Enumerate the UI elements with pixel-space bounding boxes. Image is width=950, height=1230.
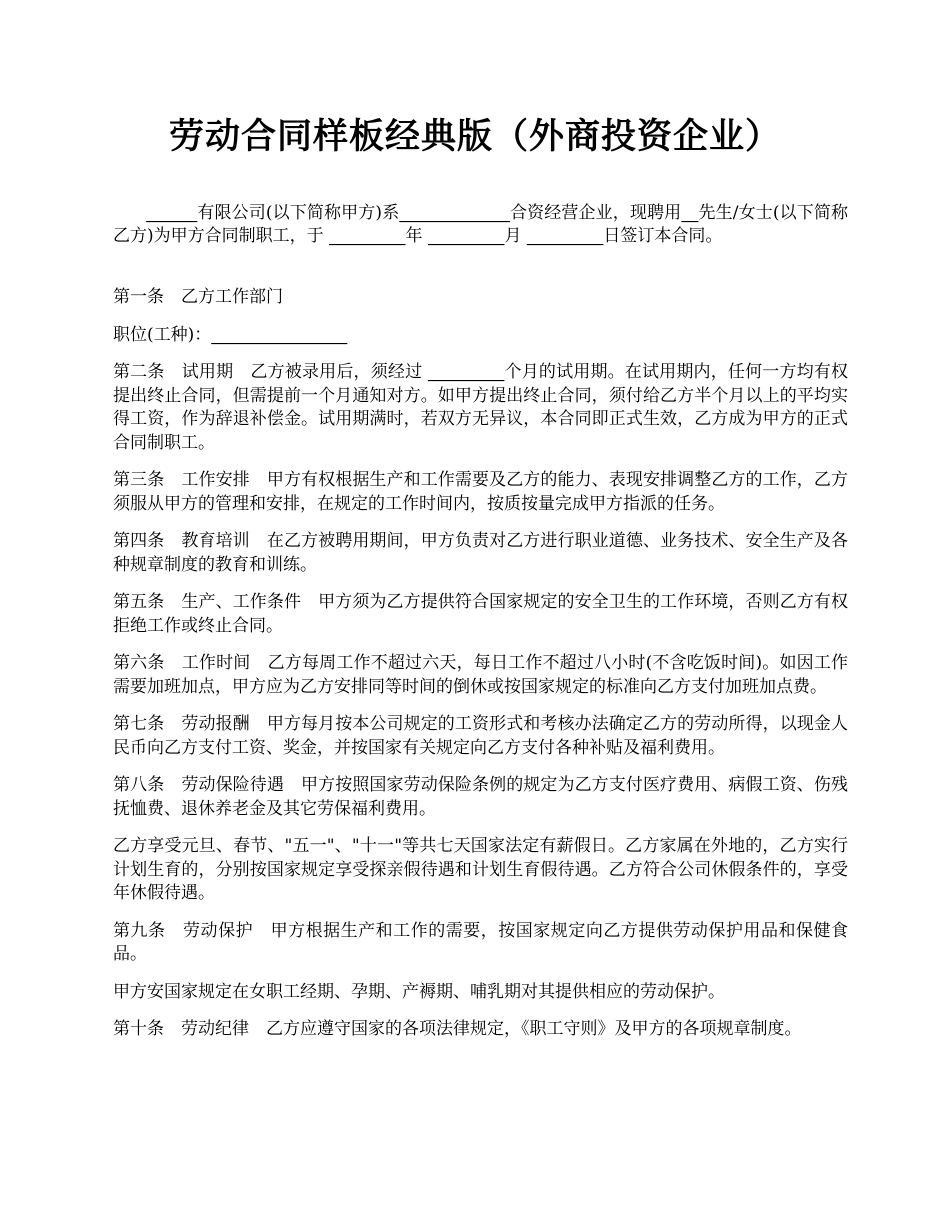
company-name-blank: ______ bbox=[146, 202, 198, 223]
position-label: 职位(工种)： bbox=[113, 324, 212, 345]
article-8: 第八条 劳动保险待遇 甲方按照国家劳动保险条例的规定为乙方支付医疗费用、病假工资、伤残抚恤费、退休养老金及其它劳保福利费用。 bbox=[113, 775, 848, 819]
article-4: 第四条 教育培训 在乙方被聘用期间，甲方负责对乙方进行职业道德、业务技术、安全生产及各种规章制度的教育和训练。 bbox=[113, 531, 848, 575]
probation-months-blank: _________ bbox=[427, 362, 505, 382]
article-6: 第六条 工作时间 乙方每周工作不超过六天，每日工作不超过八小时(不含吃饭时间)。如因工作需要加班加点，甲方应为乙方安排同等时间的倒休或按国家规定的标准向乙方支付加班加点费。 bbox=[113, 653, 848, 697]
article-7: 第七条 劳动报酬 甲方每月按本公司规定的工资形式和考核办法确定乙方的劳动所得，以现金人民币向乙方支付工资、奖金，并按国家有关规定向乙方支付各种补贴及福利费用。 bbox=[113, 714, 848, 758]
article-1: 第一条 乙方工作部门 bbox=[113, 287, 283, 307]
article-5: 第五条 生产、工作条件 甲方须为乙方提供符合国家规定的安全卫生的工作环境，否则乙方有权拒绝工作或终止合同。 bbox=[113, 592, 848, 636]
article-10: 第十条 劳动纪律 乙方应遵守国家的各项法律规定，《职工守则》及甲方的各项规章制度。 bbox=[113, 1019, 802, 1039]
female-protection-paragraph: 甲方安国家规定在女职工经期、孕期、产褥期、哺乳期对其提供相应的劳动保护。 bbox=[113, 981, 725, 1002]
intro-text: 合资经营企业，现聘用 bbox=[509, 202, 682, 223]
intro-text: 先生/女士(以下简称乙方)为甲方合同制职工，于 bbox=[113, 202, 848, 246]
intro-text: 有限公司(以下简称甲方)系 bbox=[197, 202, 400, 223]
document-title: 劳动合同样板经典版（外商投资企业） bbox=[168, 116, 781, 157]
day-blank: _________ bbox=[526, 226, 604, 246]
enterprise-type-blank: _____________ bbox=[399, 202, 510, 223]
article-2-text: 个月的试用期。在试用期内，任何一方均有权提出终止合同，但需提前一个月通知对方。如甲方提出终止合同，须付给乙方半个月以上的平均实得工资，作为辞退补偿金。试用期满时，若双方无异议，本合同即正式生效，乙方成为甲方的正式合同制职工。 bbox=[113, 362, 848, 453]
article-2-text: 第二条 试用期 乙方被录用后，须经过 bbox=[113, 362, 428, 382]
intro-text: 月 bbox=[504, 226, 527, 246]
article-2 bbox=[113, 361, 848, 455]
intro-paragraph bbox=[113, 178, 848, 272]
article-3: 第三条 工作安排 甲方有权根据生产和工作需要及乙方的能力、表现安排调整乙方的工作，乙方须服从甲方的管理和安排，在规定的工作时间内，按质按量完成甲方指派的任务。 bbox=[113, 470, 848, 514]
month-blank: _________ bbox=[427, 226, 505, 246]
year-blank: _________ bbox=[329, 226, 406, 246]
article-9: 第九条 劳动保护 甲方根据生产和工作的需要，按国家规定向乙方提供劳动保护用品和保健食品。 bbox=[113, 920, 848, 964]
intro-text: 日签订本合同。 bbox=[603, 226, 723, 246]
position-blank: ________________ bbox=[211, 324, 348, 345]
intro-text: 年 bbox=[405, 226, 428, 246]
employee-name-blank: __ bbox=[681, 202, 699, 223]
document-body bbox=[113, 178, 848, 1056]
holidays-paragraph: 乙方享受元旦、春节、"五一"、"十一"等共七天国家法定有薪假日。乙方家属在外地的，乙方实行计划生育的，分别按国家规定享受探亲假待遇和计划生育假待遇。乙方符合公司休假条件的，享受年休假待遇。 bbox=[113, 836, 848, 903]
position-line bbox=[113, 324, 848, 348]
